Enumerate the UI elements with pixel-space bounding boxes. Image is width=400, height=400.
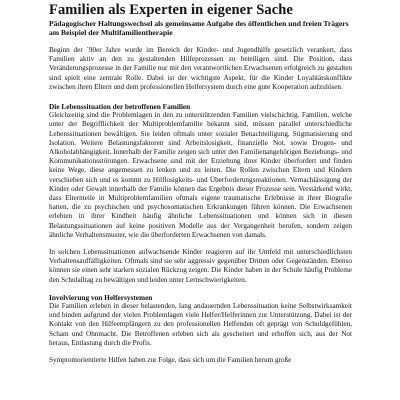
section1-paragraph-1: Gleichzeitig sind die Problemlagen in den zu unterstützenden Familien vielschichtig. Familien, welche unter der Begrifflichkeit der Multiproblemfamilie bekannt sind, müssen parallel unterschiedliche Lebenssituationen bewältigen. Sie leiden oftmals unter sozialer Benachteiligung, Stigmatisierung und Isolation. Weitere Belastungsfaktoren sind Arbeitslosigkeit, finanzielle Not, sowie Drogen- und Alkoholabhängigkeit. Innerhalb der Familie zeigen sich unter den Familienangehörigen Beziehungs- und Kommunikationsstörungen. Erwachsene sind mit der Erziehung ihrer Kinder überfordert und finden keine Wege, diese angemessen zu lenken und zu leiten. Die Rollen zwischen Eltern und Kindern verschieben sich und es kommt zu Hilflosigkeits- und Überforderungsreaktionen. Vernachlässigung der Kinder oder Gewalt innerhalb der Familie können das Ergebnis dieser Prozesse sein. Verstärkend wirkt, dass Elternteile in Multiproblemfamilien oftmals eigene traumatische Erlebnisse in ihrer Biografie hatten, die zu psychischen und psychosomatischen Erkrankungen führen können. Die Erwachsenen erlebten in ihrer Kindheit häufig ähnliche Lebenssituationen und können sich in diesen Belastungssituationen auf keine positiven Modelle aus der Vergangenheit berufen, sondern zeigen ähnliche Verhaltensmuster, wie die überforderten Erwachsenen von damals. [49, 111, 352, 239]
intro-paragraph: Beginn der `90er Jahre wurde im Bereich der Kinder- und Jugendhilfe gesetzlich verankert, dass Familien aktiv an den zu gestaltenden Hilfeprozessen zu beteiligen sind. Die Position, dass Veränderungsprozesse in der Familie nur mit den verantwortlichen Erwachsenen erfolgreich zu gestalten sind spielt eine zentrale Rolle. Dabei ist der wichtigste Aspekt, für die Kinder Loyalitätskonflikte zwischen ihren Eltern und dem professionellen Helfersystem durch eine gute Kooperation aufzulösen. [49, 46, 352, 91]
section-heading-lebenssituation: Die Lebenssituation der betroffenen Familien [49, 102, 191, 112]
section-heading-helfersysteme: Involvierung von Helfersystemen [49, 292, 153, 302]
section1-paragraph-2: In solchen Lebenssituationen aufwachsende Kinder reagieren auf ihr Umfeld mit unterschiedlichsten Verhaltensauffälligkeiten. Oftmals sind sie sehr aggressiv gegenüber Dritten oder Gegenständen. Ebenso können sie einen sehr starken sozialen Rückzug zeigen. Die Kinder haben in der Schule häufig Probleme den Schulalltag zu bewältigen und leiden unter Lernschwierigkeiten. [49, 248, 352, 284]
document-subtitle: Pädagogischer Haltungswechsel als gemeinsame Aufgabe des öffentlichen und freien Trägers am Beispiel der Multifamilientherapie [49, 19, 349, 37]
document-title: Familien als Experten in eigener Sache [49, 2, 293, 18]
section2-paragraph-1: Die Familien erleben in dieser belastenden, lang andauernden Lebenssituation keine Selbstwirksamkeit und binden aufgrund der vielen Problemlagen viele Helfer/Helferinnen zur Unterstützung. Dabei ist der Kontakt von den Hilfeempfängern zu den professionellen Helfenden oft geprägt von Schuldgefühlen, Scham und Ohnmacht. Die Betroffenen erleben sich als gescheitert und erhoffen sich, aus der Not heraus, Entlastung durch die Profis. [49, 302, 352, 347]
section2-paragraph-2: Symptomorientierte Hilfen haben zur Folge, dass sich um die Familien herum große [49, 356, 292, 365]
